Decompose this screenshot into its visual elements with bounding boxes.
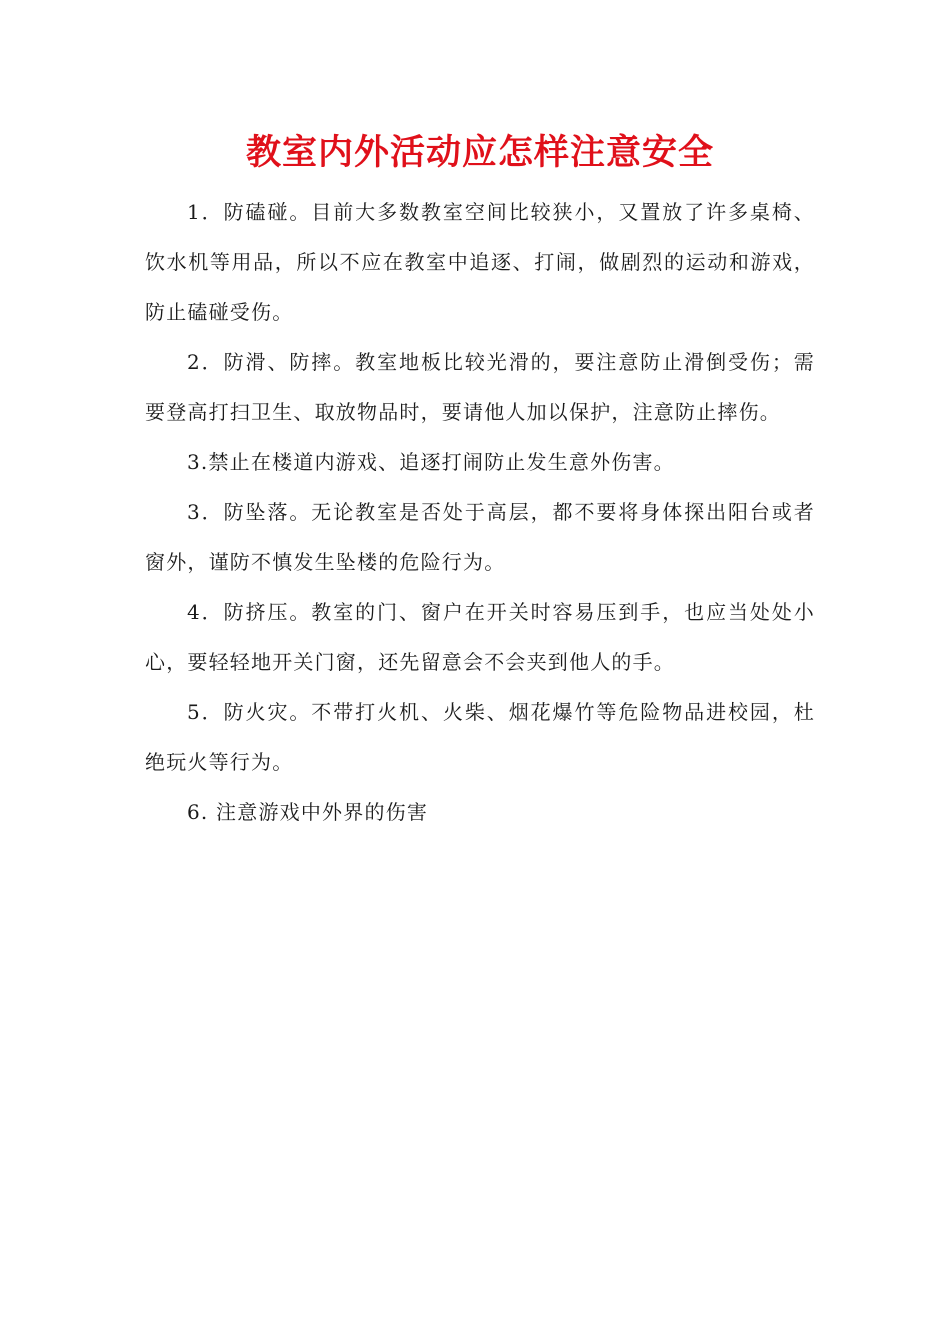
paragraph-4: 3．防坠落。无论教室是否处于高层，都不要将身体探出阳台或者窗外，谨防不慎发生坠楼的危险行为。 <box>145 500 815 574</box>
paragraph-7: 6. 注意游戏中外界的伤害 <box>187 800 429 824</box>
document-title: 教室内外活动应怎样注意安全 <box>245 133 714 173</box>
paragraph-5: 4．防挤压。教室的门、窗户在开关时容易压到手，也应当处处小心，要轻轻地开关门窗，还先留意会不会夹到他人的手。 <box>145 600 815 674</box>
paragraph-6: 5．防火灾。不带打火机、火柴、烟花爆竹等危险物品进校园，杜绝玩火等行为。 <box>145 700 815 774</box>
document-page <box>145 125 815 837</box>
paragraph-1: 1．防磕碰。目前大多数教室空间比较狭小，又置放了许多桌椅、饮水机等用品，所以不应在教室中追逐、打闹，做剧烈的运动和游戏，防止磕碰受伤。 <box>145 200 815 324</box>
paragraph-2: 2．防滑、防摔。教室地板比较光滑的，要注意防止滑倒受伤；需要登高打扫卫生、取放物品时，要请他人加以保护，注意防止摔伤。 <box>145 350 815 424</box>
paragraph-3: 3.禁止在楼道内游戏、追逐打闹防止发生意外伤害。 <box>187 450 675 474</box>
